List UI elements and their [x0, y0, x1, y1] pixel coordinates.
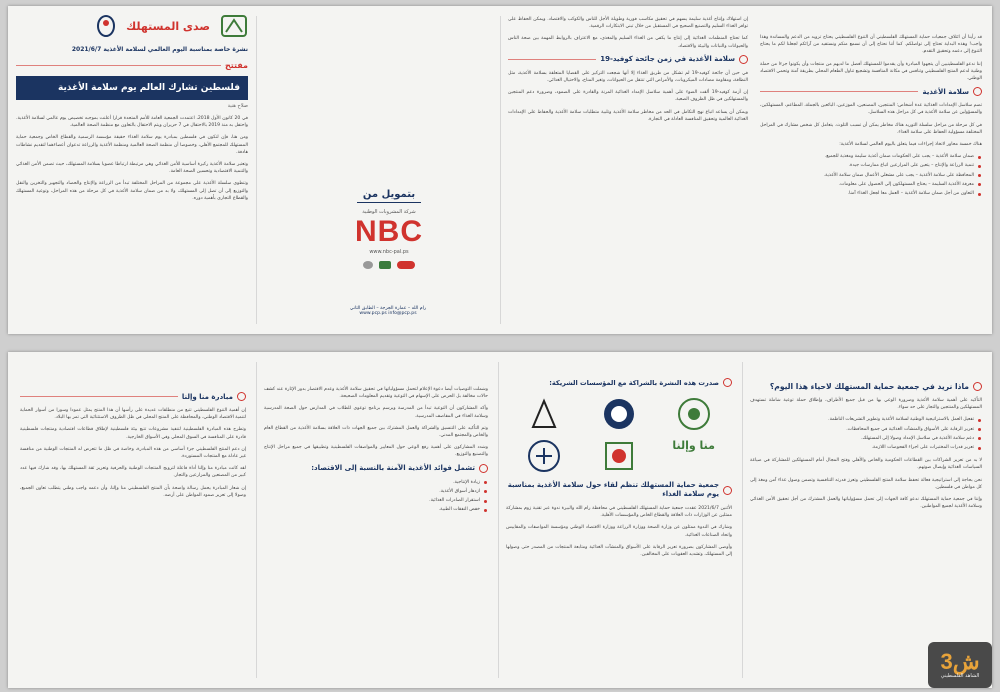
paragraph: لقد كانت مبادرة منا وإلنا أداة فاعلة لترويج المنتجات الوطنية والحرفية وتعزيز ثقة المستهلك بها، وقد شارك فيها عدد كبير من المصنعين والمزارعين والتجار. [20, 466, 246, 479]
top-column-1 [760, 6, 982, 334]
paragraph: وشدد المشاركون على أهمية رفع الوعي حول المعايير والمواصفات الفلسطينية وتطبيقها في جميع مراحل الإنتاج والتصنيع والتوزيع. [264, 445, 488, 458]
brand-logo-icon [379, 261, 391, 269]
partner-logo-icon [96, 14, 116, 38]
brand-title: صدى المستهلك [126, 19, 210, 33]
masthead-logos [16, 14, 248, 38]
funder-url: www.nbc-pal.ps [369, 249, 409, 255]
paragraph: وتطرح هذه المبادرة الفلسطينية لتنفيذ مشروعات تتبع بيئة فلسطينية لإطلاق قطاعات اقتصادية ومنتجات فلسطينية قادرة على المنافسة في السوق المحلي وفي الأسواق الخارجية. [20, 427, 246, 440]
list-item: دعم سلامة الأغذية في سلاسل الإمداد وصولا إلى المستهلك. [750, 435, 982, 442]
brand-logos [314, 261, 464, 269]
paragraph: تضم سلاسل الإمدادات الغذائية عدة أشخاص: المنتجين، المصنعين، الموزعين، البائعين بالجملة، المطاعم، المستهلكين، والمسؤولين عن سلامة الأغذية في كل مراحل هذه السلاسل. [760, 103, 982, 116]
nbc-logo: NBC [355, 215, 423, 248]
paragraph: إن دعم المنتج الفلسطيني جزء أساسي من هذه المبادرة، وخاصة في ظل ما تتعرض له المنتجات الوطنية من منافسة غير عادلة مع المنتجات المستوردة. [20, 446, 246, 460]
list-item: ضمان سلامة الأغذية – يجب على الحكومات ضمان أغذية سليمة ومغذية للجميع. [760, 153, 982, 160]
publication-title: نشرة خاصة بمناسبة اليوم العالمي لسلامة الأغذية 2021/6/7 [71, 46, 248, 53]
bullet-circle-icon [479, 464, 488, 473]
section-heading: تشمل فوائد الأغذية الآمنة بالنسبة إلى الاقتصاد: [264, 464, 488, 473]
bottom-column-3 [506, 352, 732, 688]
partner-logos [512, 397, 726, 473]
funded-by-label: بتمويل من [357, 189, 421, 203]
list-item: خفض النفقات الطبية. [264, 506, 488, 513]
paragraph: إن استهلاك وإنتاج أغذية سليمة يسهم في تحقيق مكاسب فورية وطويلة الأجل للناس والكوكب والاقتصاد. ويمكن الحفاظ على توافر الغذاء السليم والتصنيع الصحيح في المستقبل من خلال تبني الابتكارات الرقمية. [508, 17, 748, 30]
paragraph: التأكيد على أهمية سلامة الأغذية وضرورة الوعي بها من قبل جميع الأطراف، وإطلاق حملة توعية شاملة تستهدف المستهلكين والمنتجين والتجار على حد سواء. [750, 398, 982, 411]
list-item: المحافظة على سلامة الأغذية – يجب على مشغلي الأعمال ضمان سلامة الأغذية. [760, 172, 982, 179]
list-item: زيادة الإنتاجية. [264, 479, 488, 486]
list-item: ازدهار أسواق الأغذية. [264, 488, 488, 495]
partner-logo-icon [602, 439, 636, 473]
section-heading: ماذا نريد في جمعية حماية المستهلك لاحياء هذا اليوم؟ [750, 382, 982, 391]
watermark-logo [928, 642, 992, 688]
address: رام الله – عمارة الجرجة – الطابق الثاني [349, 306, 427, 311]
paragraph: نحن بحاجة إلى استراتيجية فعالة تحفظ سلامة المنتج الفلسطيني وتعزز قدرته التنافسية وتضمن وصول غذاء آمن ومغذ إلى كل مواطن في فلسطين. [750, 477, 982, 490]
divider [256, 16, 257, 324]
minna-wilna-logo: منا وإلنا [672, 439, 715, 452]
paragraph: وتعتبر سلامة الأغذية ركيزة أساسية للأمن الغذائي وهي مرتبطة ارتباطا عضويا بسلامة المستهلك، حيث تضمن الأمن الغذائي والتنمية الاقتصادية وتحسين الصحة العامة. [16, 162, 248, 175]
paragraph: قد رأينا أن ائتلاف جمعيات حماية المستهلك الفلسطيني أن التنوع الفلسطيني يحتاج تزويد من الدعم والمساندة وهذا واجب! وهذه البداية تحتاج إلى تواصلكم. كما أننا نحتاج إلى أن نسمع منكم ونستفيد من آرائكم لجعلنا لكم ما يحتاج التنوع إلى دعمه وتحقيق التقدم. [760, 35, 982, 55]
divider [256, 362, 257, 678]
paragraph: إن أهمية التنوع الفلسطيني تتبع من منطلقات عديدة على رأسها أن هذا المنتج يمثل عمودا وسورا من أسوار الحماية لتنمية الاقتصاد الوطني، والمحافظة على المنتج المحلي في ظل الظروف الاستثنائية التي تمر بها البلاد. [20, 408, 246, 421]
paragraph: هناك خمسة محاور لاتخاذ إجراءات فيما يتعلق باليوم العالمي لسلامة الأغذية: [839, 142, 982, 148]
divider [498, 362, 499, 678]
paragraph: ويمكن أن يساعد اتباع نهج التكامل في الحد من مخاطر سلامة الأغذية وتلبية متطلبات سلامة الأغذية والحفاظ على الإمدادات الغذائية العالمية وتحقيق المنافسة العادلة في التجارة. [508, 109, 748, 122]
cocacola-logo-icon [397, 261, 415, 269]
bottom-column-2 [264, 352, 488, 688]
paragraph: وتم التأكيد على التنسيق والشراكة والعمل المشترك بين جميع الجهات ذات العلاقة بسلامة الأغذية من القطاع العام والخاص والمجتمع المدني. [264, 425, 488, 439]
pcp-logo-icon [220, 14, 248, 38]
watermark-text: الشاهد الفلسطيني [940, 673, 980, 679]
partner-logo-icon [527, 439, 561, 473]
list-item: استقرار الصادرات الغذائية. [264, 497, 488, 504]
bullet-circle-icon [723, 486, 732, 495]
paragraph: في 20 كانون الأول 2018، اعتمدت الجمعية العامة للأمم المتحدة قرارا أعلنت بموجبه تخصيص يوم عالمي لسلامة الأغذية. واحتفل به منذ 2019 بالاحتفال في 7 حزيران ويتم الاحتفال بالتعاون مع منظمة الصحة العالمية. [16, 116, 248, 129]
top-column-2 [508, 6, 748, 334]
divider [742, 362, 743, 678]
paragraph: إن أزمة كوفيد-19 ألقت الضوء على أهمية سلاسل الإمداد الغذائية المرنة والقادرة على الصمود، وضرورة دعم المنتجين والمستهلكين في ظل الظروف الصعبة. [508, 90, 748, 103]
section-heading: جمعية حماية المستهلك تنظم لقاء حول سلامة الأغذية بمناسبة يوم سلامة الغذاء [506, 481, 732, 499]
paragraph: وأكد المشاركون أن التوعية تبدأ من المدرسة وبرسم برنامج توعوي للطلاب في المدارس حول الصحة المدرسية وسلامة الغذاء في المقاصف المدرسية. [264, 406, 488, 419]
author: صلاح هنية [227, 103, 248, 109]
list-item: معرفة الأغذية السليمة – يحتاج المستهلكون إلى الحصول على معلومات. [760, 181, 982, 188]
sponsor-block [314, 182, 464, 269]
bullet-circle-icon [973, 382, 982, 391]
paragraph: وشارك في الندوة ممثلون عن وزارة الصحة ووزارة الزراعة ووزارة الاقتصاد الوطني ومؤسسة المواصفات والمقاييس واتحاد الصناعات الغذائية. [506, 525, 732, 538]
paragraph: في حين أن جائحة كوفيد-19 لم تشكل من طريق الغذاء إلا أنها شجعت التركيز على القضايا المتعلقة بسلامة الأغذية، مثل النظافة، ومقاومة مضادات الميكروبات، والأمراض التي تنتقل من الحيوانات، وتغير المناخ، والاحتيال الغذائي. [508, 70, 748, 84]
paragraph: ومن هنا، فإن لتكون في فلسطين بمبادرة يوم سلامة الغذاء حقيقة مؤسسة الرسمية والقطاع الخاص وجمعية حماية المستهلك للمجتمع الأهلي، وخصوصا أن منظمة الصحة العالمية ومنظمة الأغذية والزراعة تدعوان أعضاءهما لتقديم نشاطات هادفة. [16, 135, 248, 155]
partner-logo-icon [527, 397, 561, 431]
paragraph: لا بد من تعزيز الشراكات بين القطاعات الحكومية والخاص والأهلي وفتح المجال أمام المستهلكين للمشاركة في صياغة السياسات الغذائية وإيصال صوتهم. [750, 458, 982, 471]
contact-block [308, 306, 468, 316]
paragraph: إننا ندعو الفلسطينيين أن يتجهوا المبادرة وأن يقدموا للمستهلك أفضل ما لديهم من منتجات وأن يكونوا جزءا من حملة وطنية لدعم المنتج الفلسطيني وتنافس في مكانة المنافسة وتشجيع تناول الطعام المحلي بطريقة آمنة وتحمي الاقتصاد الوطني. [760, 61, 982, 82]
paragraph: وإننا في جمعية حماية المستهلك ندعو كافة الجهات إلى تحمل مسؤولياتها والعمل المشترك من أجل تحقيق الأمن الغذائي وسلامة الأغذية لجميع المواطنين. [750, 497, 982, 510]
paragraph: وتنطوي سلسلة الأغذية على مجموعة من المراحل المختلفة تبدأ من الزراعة والإنتاج والحصاد والتجهيز والتخزين والنقل والتوزيع إلى أن تصل إلى المستهلك، ولا بد من ضمان سلامة الأغذية في كل مرحلة من هذه المراحل، وتوعية المستهلك والقطاع التجاري بأهمية دوره. [16, 181, 248, 201]
bullet-circle-icon [973, 87, 982, 96]
website: www.pcp.ps info@pcp.ps [359, 311, 417, 316]
paragraph: في كل مرحلة من مراحل سلسلة التوريد هناك مخاطر يمكن أن تسبب التلوث. يتعامل كل شخص مشارك في المراحل المختلفة مسؤولية الحفاظ على سلامة الغذاء. [760, 122, 982, 135]
newsletter-bottom-page [8, 352, 992, 688]
list-item: تفعيل العمل بالاستراتيجية الوطنية لسلامة الأغذية وتطوير التشريعات الناظمة. [750, 416, 982, 423]
list-item: تعزيز قدرات المختبرات على اجراء الفحوصات اللازمة. [750, 444, 982, 451]
list-item: تنمية الزراعة والإنتاج – يتعين على المزارعين اتباع ممارسات جيدة. [760, 162, 982, 169]
paragraph: إن شعار المبادرة يحمل رسالة واضحة بأن المنتج الفلسطيني منا وإلنا، وأن دعمه واجب وطني يتطلب تعاون الجميع، وصولا إلى تعزيز صمود المواطن على أرضه. [20, 485, 246, 498]
front-panel [16, 14, 248, 332]
bottom-column-1 [20, 352, 246, 688]
list-item: تعزيز الرقابة على الأسواق والمنشآت الغذائية في جميع المحافظات. [750, 426, 982, 433]
section-heading: مبادرة منا وإلنا [20, 392, 246, 401]
bottom-column-4 [750, 352, 982, 688]
partner-logo-icon [602, 397, 636, 431]
paragraph: وأوصى المشاركون بضرورة تعزيز الرقابة على الأسواق والمنشآت الغذائية ومتابعة المنتجات من المصدر حتى وصولها إلى المستهلك، وتشديد العقوبات على المخالفين. [506, 544, 732, 558]
bullet-circle-icon [739, 55, 748, 64]
list-item: التعاون من أجل ضمان سلامة الأغذية – العمل معا لجعل الغذاء آمنا. [760, 190, 982, 197]
watermark-mark-icon: ﺵ3 [940, 649, 980, 674]
funder-name: شركة المشروبات الوطنية [362, 209, 416, 215]
partner-logo-icon [677, 397, 711, 431]
bullet-circle-icon [723, 378, 732, 387]
section-heading: صدرت هذه النشرة بالشراكة مع المؤسسات الشريكة: [506, 378, 732, 387]
bullet-circle-icon [237, 392, 246, 401]
divider [500, 16, 501, 324]
section-heading: سلامة الأغذية [760, 87, 982, 96]
paragraph: الأثنين 2021/6/7 عقدت جمعية حماية المستهلك الفلسطيني في محافظة رام الله والبيرة ندوة عبر تقنية زوم بمشاركة ممثلين عن الوزارات ذات العلاقة والقطاع الخاص والمؤسسات الأهلية. [506, 506, 732, 519]
paragraph: وشملت التوصيات أيضا دعوة الإعلام لتحمل مسؤولياتها في تحقيق سلامة الأغذية وعدم الاقتصار بدور الإثارة عند كشف حالات مخالفة بل الحرص على الإسهام في التوعية وتقديم المعلومات الصحيحة. [264, 387, 488, 400]
section-heading: سلامة الأغذية في زمن جائحة كوفيد-19 [508, 55, 748, 64]
brand-logo-icon [363, 261, 373, 269]
section-heading: مفتتح [16, 61, 248, 70]
headline-banner: فلسطين تشارك العالم يوم سلامة الأغذية [16, 76, 248, 100]
paragraph: كما تحتاج المنظمات الغذائية إلى إنتاج ما يكفي من الغذاء السليم والمغذي، مع الاعتراف بالروابط المهمة بين صحة الناس والحيوانات والنباتات والبيئة والاقتصاد. [508, 36, 748, 49]
